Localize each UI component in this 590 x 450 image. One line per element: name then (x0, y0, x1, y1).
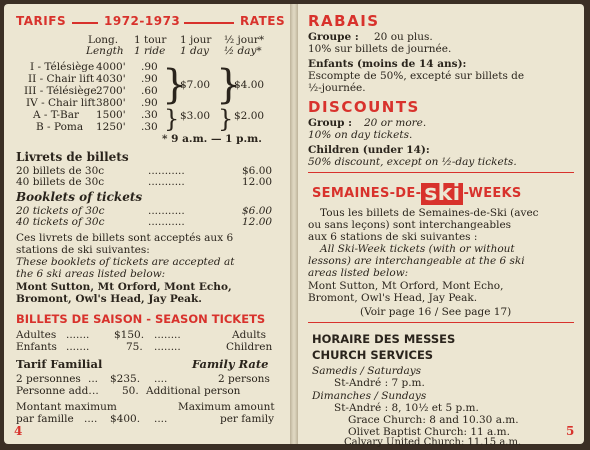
lift-ride-price: .90 (141, 97, 158, 109)
col-one-day-fr: 1 jour (180, 34, 212, 46)
livret-label: 40 billets de 30c (16, 176, 105, 188)
lift-name: IV - Chair lift (26, 97, 96, 109)
lift-length: 1250' (96, 121, 126, 133)
livret-label: 20 billets de 30c (16, 165, 105, 177)
chair-half-price: $4.00 (234, 79, 265, 91)
col-half-day-fr: ½ jour* (224, 34, 265, 46)
col-one-ride-fr: 1 tour (134, 34, 167, 46)
lift-name: III - Télésiège (24, 85, 97, 97)
dot-leader: .. (92, 385, 99, 397)
children-label: Children (under 14): (308, 144, 430, 156)
season-row-price: $150. (114, 329, 145, 341)
saturday-service: St-André : 7 p.m. (334, 377, 425, 389)
tbar-half-price: $2.00 (234, 110, 265, 122)
lift-length: 2700' (96, 85, 126, 97)
weeks-fr-line: ou sans leçons) sont interchangeables (308, 219, 512, 231)
col-length: Length (86, 45, 124, 57)
dot-leader: ....... (66, 329, 90, 341)
dot-leader: ........ (154, 341, 181, 353)
group-label: Group : (308, 117, 353, 129)
lift-ride-price: .30 (141, 109, 158, 121)
season-row-fr: Adultes (16, 329, 57, 341)
dot-leader: ........... (148, 176, 185, 188)
lift-name: A - T-Bar (33, 109, 79, 121)
weeks-fr-line: aux 6 stations de ski suivantes : (308, 231, 478, 243)
dot-leader: .... (154, 373, 168, 385)
weeks-en-line: lessons) are interchangeable at the 6 ski (308, 255, 525, 267)
dot-leader: .... (84, 413, 98, 425)
booklet-price: $6.00 (242, 205, 273, 217)
left-page (4, 4, 290, 444)
enfants-desc: Escompte de 50%, excepté sur billets de (308, 70, 525, 82)
group-value: 20 or more. (364, 117, 427, 129)
page-number: 5 (566, 424, 575, 438)
brace-mid: } (216, 62, 242, 108)
lift-name: II - Chair lift (28, 73, 95, 85)
see-page-note: (Voir page 16 / See page 17) (360, 306, 512, 318)
horaire-title: HORAIRE DES MESSES (312, 332, 456, 346)
lift-ride-price: .90 (141, 73, 158, 85)
ski-logo: ski (421, 183, 463, 205)
booklets-title: Booklets of tickets (16, 190, 143, 204)
season-row-fr: Enfants (16, 341, 57, 353)
section-divider (308, 172, 574, 173)
lift-name: B - Poma (36, 121, 84, 133)
weeks-en-line: All Ski-Week tickets (with or without (320, 243, 515, 255)
family-row-fr: Personne add. (16, 385, 92, 397)
col-half-day-en: ½ day* (224, 45, 262, 57)
groupe-desc: 10% sur billets de journée. (308, 43, 452, 55)
accepted-fr-line: stations de ski suivantes: (16, 244, 150, 256)
dot-leader: ........ (154, 329, 181, 341)
livret-price: 12.00 (242, 176, 273, 188)
lift-name: I - Télésiège (30, 61, 95, 73)
livret-price: $6.00 (242, 165, 273, 177)
max-amount-en: Maximum amount (178, 401, 275, 413)
col-one-ride-en: 1 ride (134, 45, 166, 57)
groupe-value: 20 ou plus. (374, 31, 433, 43)
right-page (298, 4, 584, 448)
family-row-en: Additional person (146, 385, 241, 397)
header-rule (184, 22, 234, 24)
per-family-en: per family (220, 413, 275, 425)
accepted-fr-line: Ces livrets de billets sont acceptés aux 6 (16, 232, 234, 244)
weeks-en-line: areas listed below: (308, 267, 409, 279)
lift-length: 4030' (96, 73, 126, 85)
weeks-areas-line: Mont Sutton, Mt Orford, Mont Echo, (308, 280, 504, 292)
per-family-fr: par famille (16, 413, 74, 425)
season-tickets-title: BILLETS DE SAISON - SEASON TICKETS (16, 312, 266, 326)
accepted-en-line: the 6 ski areas listed below: (16, 268, 166, 280)
livrets-title: Livrets de billets (16, 150, 129, 164)
lift-length: 4000' (96, 61, 126, 73)
family-row-price: 50. (122, 385, 139, 397)
dot-leader: .... (154, 413, 168, 425)
enfants-label: Enfants (moins de 14 ans): (308, 58, 467, 70)
saturday-label: Samedis / Saturdays (312, 365, 422, 377)
brace-mid: } (218, 105, 234, 133)
enfants-desc: ½-journée. (308, 82, 366, 94)
ski-areas-line: Mont Sutton, Mt Orford, Mont Echo, (16, 281, 232, 293)
weeks-fr-line: Tous les billets de Semaines-de-Ski (avec (320, 207, 539, 219)
accepted-en-line: These booklets of tickets are accepted at (16, 256, 235, 268)
book-gutter (290, 4, 298, 444)
season-row-en: Children (226, 341, 273, 353)
col-long: Long. (88, 34, 119, 46)
season-years: 1972-1973 (104, 14, 181, 28)
brace-open: } (164, 105, 180, 133)
col-one-day-en: 1 day (180, 45, 209, 57)
lift-length: 3800' (96, 97, 126, 109)
brace-open: } (162, 62, 188, 108)
weeks-areas-line: Bromont, Owl's Head, Jay Peak. (308, 292, 478, 304)
half-day-note: * 9 a.m. — 1 p.m. (162, 133, 262, 145)
lift-length: 1500' (96, 109, 126, 121)
tbar-day-price: $3.00 (180, 110, 211, 122)
sunday-service: Calvary United Church: 11.15 a.m. (344, 437, 522, 448)
booklet-label: 20 tickets of 30c (16, 205, 105, 217)
season-row-en: Adults (232, 329, 267, 341)
dot-leader: ........... (148, 216, 185, 228)
sunday-label: Dimanches / Sundays (312, 390, 427, 402)
max-amount-price: $400. (110, 413, 141, 425)
chair-day-price: $7.00 (180, 79, 211, 91)
rabais-title: RABAIS (308, 12, 380, 30)
booklet-label: 40 tickets of 30c (16, 216, 105, 228)
groupe-label: Groupe : (308, 31, 359, 43)
section-divider (308, 322, 574, 323)
ski-weeks-prefix: SEMAINES-DE- (312, 186, 422, 201)
ski-areas-line: Bromont, Owl's Head, Jay Peak. (16, 293, 202, 305)
sunday-service: Olivet Baptist Church: 11 a.m. (348, 426, 510, 438)
dot-leader: ........... (148, 165, 185, 177)
booklet-price: 12.00 (242, 216, 273, 228)
ski-weeks-title (312, 180, 522, 206)
church-title: CHURCH SERVICES (312, 348, 434, 362)
dot-leader: ... (88, 373, 99, 385)
children-desc: 50% discount, except on ½-day tickets. (308, 156, 517, 168)
max-amount-fr: Montant maximum (16, 401, 117, 413)
family-rate-fr: Tarif Familial (16, 357, 103, 371)
sunday-service: St-André : 8, 10½ et 5 p.m. (334, 402, 479, 414)
dot-leader: ....... (66, 341, 90, 353)
rates-title: RATES (240, 14, 286, 28)
lift-ride-price: .60 (141, 85, 158, 97)
tarifs-title: TARIFS (16, 14, 67, 28)
family-rate-en: Family Rate (192, 357, 269, 371)
header-rule (72, 22, 98, 24)
ski-weeks-suffix: -WEEKS (463, 186, 522, 201)
season-row-price: 75. (126, 341, 143, 353)
lift-ride-price: .90 (141, 61, 158, 73)
family-row-en: 2 persons (218, 373, 270, 385)
lift-ride-price: .30 (141, 121, 158, 133)
family-row-fr: 2 personnes (16, 373, 81, 385)
discounts-title: DISCOUNTS (308, 98, 420, 116)
dot-leader: ........... (148, 205, 185, 217)
sunday-service: Grace Church: 8 and 10.30 a.m. (348, 414, 519, 426)
group-desc: 10% on day tickets. (308, 129, 413, 141)
family-row-price: $235. (110, 373, 141, 385)
page-number: 4 (14, 424, 23, 438)
